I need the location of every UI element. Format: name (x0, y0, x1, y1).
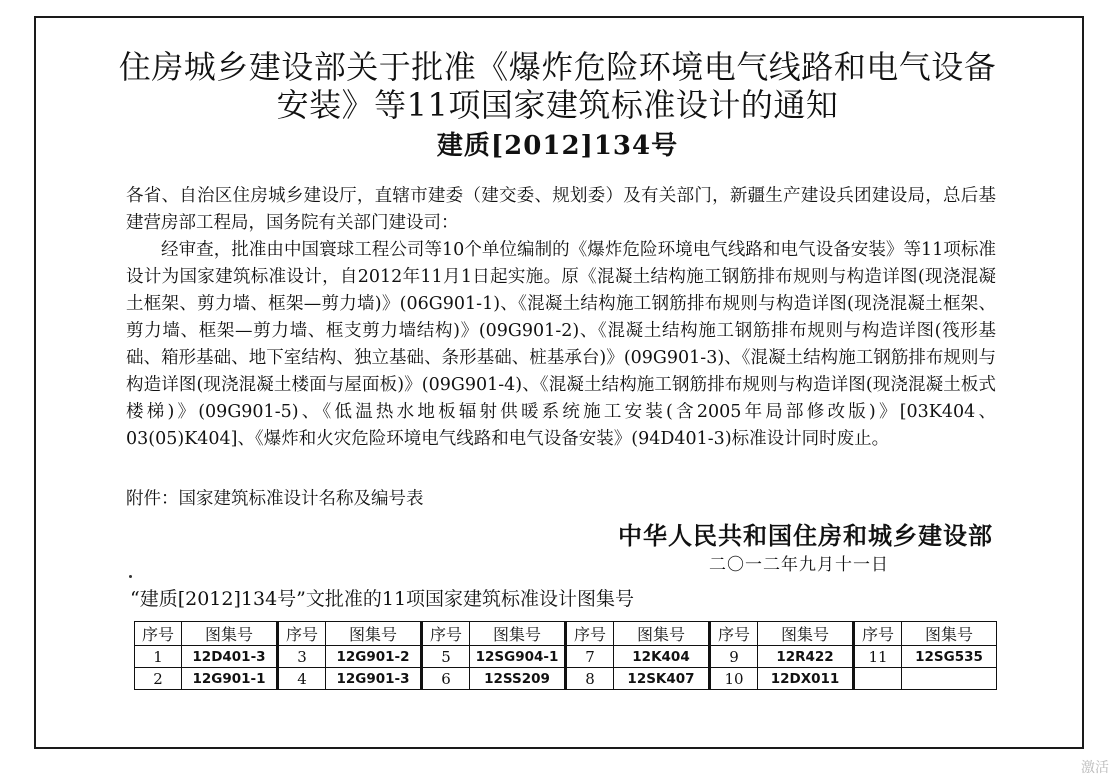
code-cell: 12SS209 (470, 668, 566, 690)
seq-cell: 10 (710, 668, 758, 690)
code-cell: 12D401-3 (182, 646, 278, 668)
seq-cell: 6 (422, 668, 470, 690)
code-cell: 12R422 (758, 646, 854, 668)
header-code: 图集号 (614, 622, 710, 646)
table-header-row (135, 622, 997, 646)
seq-cell: 7 (566, 646, 614, 668)
body-paragraph: 经审查，批准由中国寰球工程公司等10个单位编制的《爆炸危险环境电气线路和电气设备安装》等11项标准设计为国家建筑标准设计，自2012年11月1日起实施。原《混凝土结构施工钢筋排布规则与构造详图(现浇混凝土框架、剪力墙、框架—剪力墙)》(06G901-1)、《混凝土结构施工钢筋排布规则与构造详图(现浇混凝土框架、剪力墙、框架—剪力墙、框支剪力墙结构)》(09G901-2)、《混凝土结构施工钢筋排布规则与构造详图(筏形基础、箱形基础、地下室结构、独立基础、条形基础、桩基承台)》(09G901-3)、《混凝土结构施工钢筋排布规则与构造详图(现浇混凝土楼面与屋面板)》(09G901-4)、《混凝土结构施工钢筋排布规则与构造详图(现浇混凝土板式楼梯)》(09G901-5)、《低温热水地板辐射供暖系统施工安装(含2005年局部修改版)》[03K404、03(05)K404]、《爆炸和火灾危险环境电气线路和电气设备安装》(94D401-3)标准设计同时废止。 (126, 240, 996, 449)
code-cell: 12G901-1 (182, 668, 278, 690)
code-cell: 12SG904-1 (470, 646, 566, 668)
seq-cell: 8 (566, 668, 614, 690)
code-cell: 12G901-2 (326, 646, 422, 668)
table-row (135, 668, 997, 690)
header-code: 图集号 (326, 622, 422, 646)
document-title-line-1: 住房城乡建设部关于批准《爆炸危险环境电气线路和电气设备 (118, 48, 997, 86)
watermark-text: 激活 (1081, 760, 1109, 776)
seq-cell: 5 (422, 646, 470, 668)
seq-cell: 1 (135, 646, 182, 668)
atlas-number-table (134, 621, 997, 690)
header-code: 图集号 (902, 622, 997, 646)
header-seq: 序号 (854, 622, 902, 646)
seq-cell (854, 668, 902, 690)
header-code: 图集号 (182, 622, 278, 646)
attachment-line: 附件：国家建筑标准设计名称及编号表 (126, 489, 424, 509)
header-seq: 序号 (135, 622, 182, 646)
recipients-text: 各省、自治区住房城乡建设厅，直辖市建委（建交委、规划委）及有关部门，新疆生产建设兵团建设局，总后基建营房部工程局，国务院有关部门建设司： (126, 186, 996, 233)
header-seq: 序号 (710, 622, 758, 646)
header-seq: 序号 (566, 622, 614, 646)
header-code: 图集号 (470, 622, 566, 646)
code-cell (902, 668, 997, 690)
document-title-line-2: 安装》等11项国家建筑标准设计的通知 (276, 86, 839, 124)
code-cell: 12DX011 (758, 668, 854, 690)
seq-cell: 9 (710, 646, 758, 668)
issuer-name: 中华人民共和国住房和城乡建设部 (618, 522, 993, 550)
code-cell: 12SK407 (614, 668, 710, 690)
header-code: 图集号 (758, 622, 854, 646)
code-cell: 12SG535 (902, 646, 997, 668)
table-title: “建质[2012]134号”文批准的11项国家建筑标准设计图集号 (130, 588, 635, 610)
scan-dot (129, 575, 132, 578)
seq-cell: 4 (278, 668, 326, 690)
seq-cell: 2 (135, 668, 182, 690)
table-row (135, 646, 997, 668)
header-seq: 序号 (422, 622, 470, 646)
code-cell: 12G901-3 (326, 668, 422, 690)
document-number: 建质[2012]134号 (436, 131, 679, 161)
seq-cell: 11 (854, 646, 902, 668)
header-seq: 序号 (278, 622, 326, 646)
code-cell: 12K404 (614, 646, 710, 668)
seq-cell: 3 (278, 646, 326, 668)
issue-date: 二〇一二年九月十一日 (709, 555, 889, 575)
